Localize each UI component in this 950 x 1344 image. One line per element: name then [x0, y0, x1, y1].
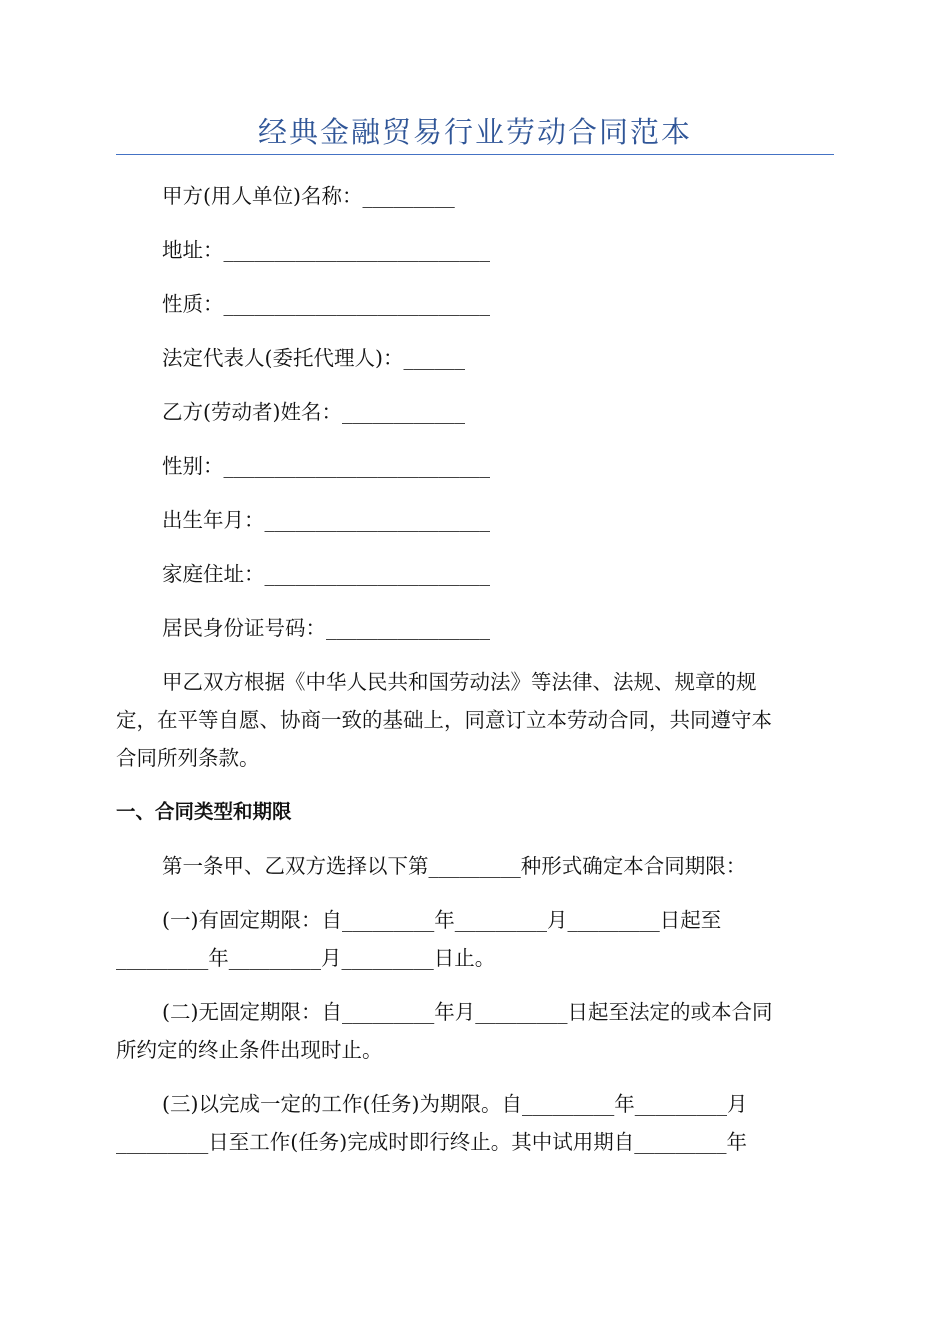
field-employer-name: 甲方(用人单位)名称：_________: [162, 184, 455, 208]
field-birth-date: 出生年月：______________________: [162, 508, 490, 532]
section-heading: 一、合同类型和期限: [116, 800, 292, 823]
intro-line-3: 合同所列条款。: [116, 746, 260, 770]
intro-line-1: 甲乙双方根据《中华人民共和国劳动法》等法律、法规、规章的规: [162, 670, 757, 694]
field-id-number: 居民身份证号码：________________: [162, 616, 490, 640]
document-title: 经典金融贸易行业劳动合同范本: [257, 115, 692, 149]
option-3-line-1: (三)以完成一定的工作(任务)为期限。自_________年_________月: [162, 1092, 748, 1116]
option-2-line-1: (二)无固定期限：自_________年月_________日起至法定的或本合同: [162, 1000, 773, 1024]
field-legal-representative: 法定代表人(委托代理人)：______: [162, 346, 465, 370]
field-home-address: 家庭住址：______________________: [162, 562, 490, 586]
option-1-line-2: _________年_________月_________日止。: [116, 946, 496, 970]
intro-line-2: 定，在平等自愿、协商一致的基础上，同意订立本劳动合同，共同遵守本: [116, 708, 772, 732]
article-1: 第一条甲、乙双方选择以下第_________种形式确定本合同期限：: [162, 854, 747, 878]
option-3-line-2: _________日至工作(任务)完成时即行终止。其中试用期自_________年: [116, 1130, 747, 1154]
title-underline: [116, 154, 834, 155]
option-2-line-2: 所约定的终止条件出现时止。: [116, 1038, 383, 1062]
field-nature: 性质：__________________________: [162, 292, 490, 316]
option-1-line-1: (一)有固定期限：自_________年_________月_________日起至: [162, 908, 722, 932]
field-gender: 性别：__________________________: [162, 454, 490, 478]
field-employee-name: 乙方(劳动者)姓名：____________: [162, 400, 465, 424]
field-address: 地址：__________________________: [162, 238, 490, 262]
